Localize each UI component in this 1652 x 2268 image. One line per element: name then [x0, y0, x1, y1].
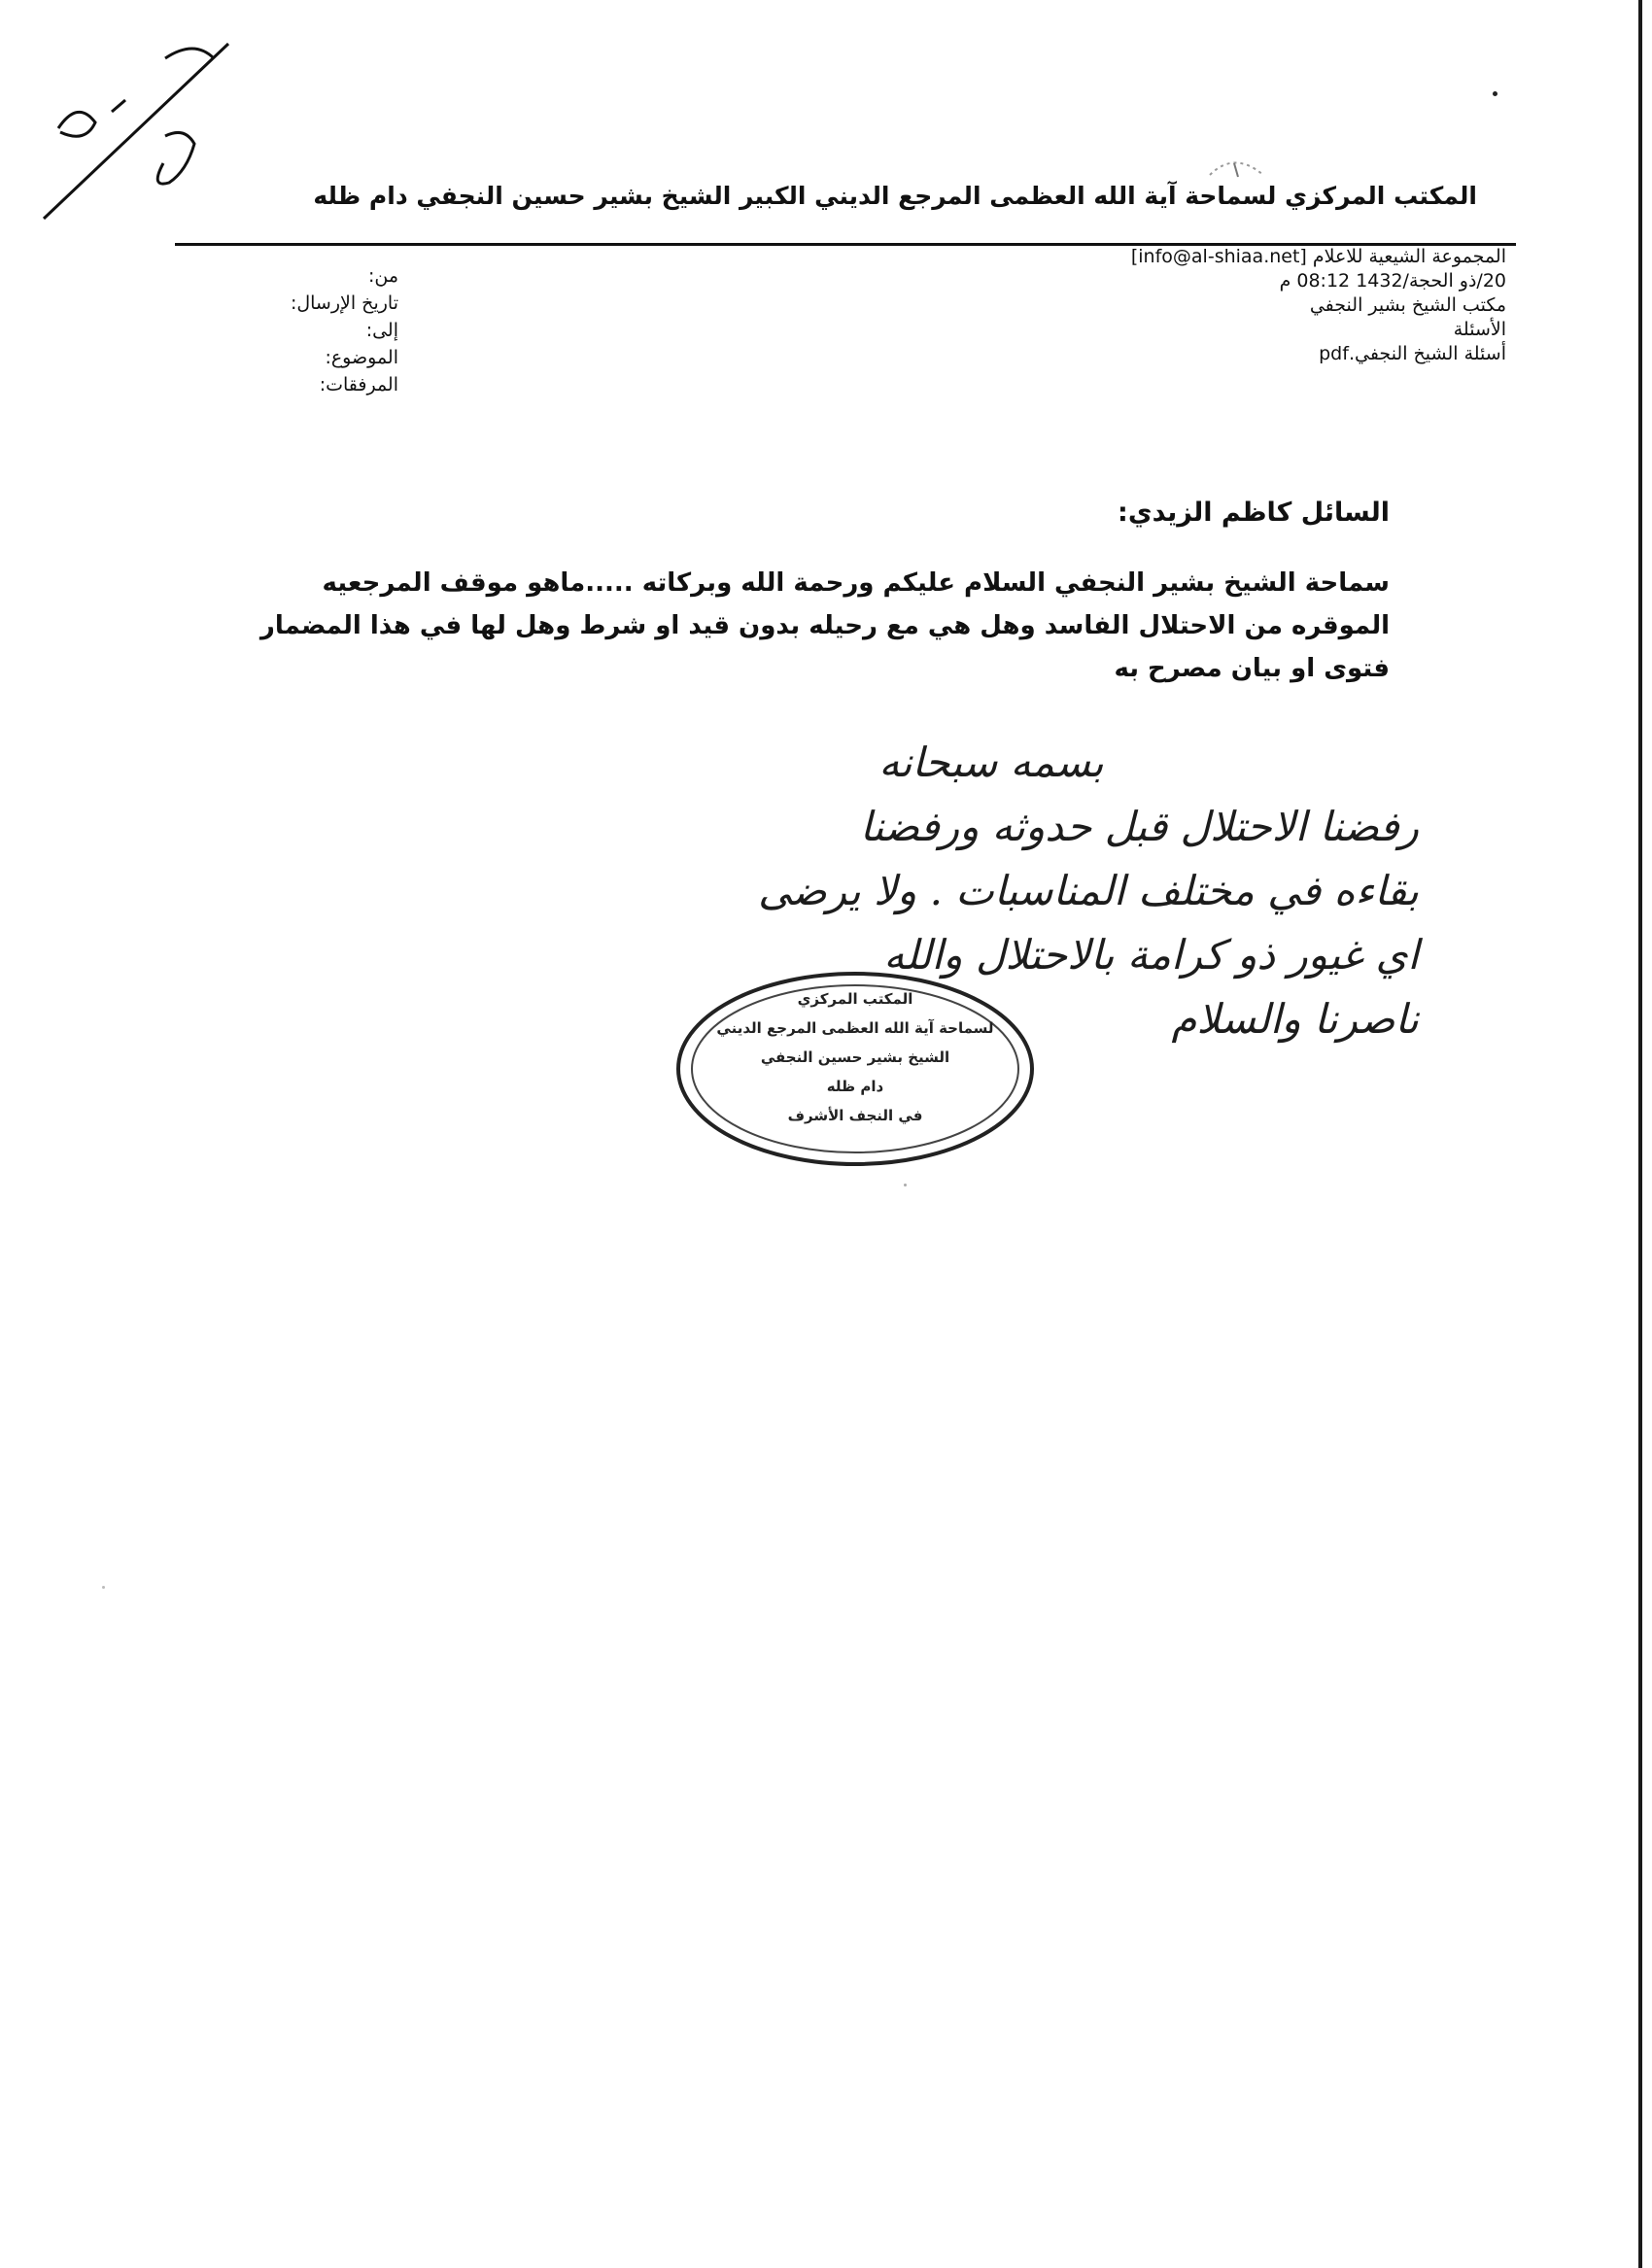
meta-value-attachments: أسئلة الشيخ النجفي.pdf — [1319, 343, 1506, 364]
meta-label-to: إلى: — [365, 320, 398, 341]
seal-text — [671, 967, 1040, 1171]
scan-speck — [904, 1184, 907, 1186]
asker-name: السائل كاظم الزيدي: — [1118, 498, 1390, 528]
question-line: سماحة الشيخ بشير النجفي السلام عليكم ورحمة الله وبركاته .....ماهو موقف المرجعيه — [322, 568, 1390, 598]
question-text — [259, 562, 1390, 690]
meta-label-sent: تاريخ الإرسال: — [290, 292, 398, 314]
seal-line: دام ظله — [826, 1078, 884, 1095]
meta-value-subject: الأسئلة — [1453, 319, 1506, 340]
answer-bismillah: بسمه سبحانه — [878, 739, 1104, 786]
question-line: الموقره من الاحتلال الفاسد وهل هي مع رحيله بدون قيد او شرط وهل لها في هذا المضمار — [259, 611, 1390, 640]
handwritten-scribble — [19, 19, 253, 243]
meta-value-sent: 20/ذو الحجة/1432 08:12 م — [1279, 270, 1506, 292]
email-meta-values — [1131, 245, 1506, 366]
office-header-title: المكتب المركزي لسماحة آية الله العظمى المرجع الديني الكبير الشيخ بشير حسين النجفي دام ظله — [313, 182, 1477, 210]
answer-line: بقاءه في مختلف المناسبات . ولا يرضى — [758, 867, 1419, 914]
scan-edge-line — [1638, 0, 1642, 2268]
meta-label-subject: الموضوع: — [325, 347, 398, 368]
email-meta-labels — [165, 262, 398, 398]
meta-value-to: مكتب الشيخ بشير النجفي — [1309, 294, 1506, 316]
scan-speck — [102, 1586, 105, 1589]
answer-line: اي غيور ذو كرامة بالاحتلال والله — [883, 931, 1419, 979]
question-line: فتوى او بيان مصرح به — [1114, 654, 1390, 683]
scan-speck — [1493, 91, 1497, 96]
meta-value-from: المجموعة الشيعية للاعلام [info@al-shiaa.net] — [1130, 246, 1506, 267]
answer-line: ناصرنا والسلام — [1171, 995, 1419, 1043]
seal-line: المكتب المركزي — [797, 990, 913, 1008]
seal-line: في النجف الأشرف — [787, 1107, 923, 1124]
meta-label-from: من: — [367, 265, 398, 287]
meta-label-attachments: المرفقات: — [319, 374, 398, 395]
seal-line: الشيخ بشير حسين النجفي — [760, 1048, 950, 1066]
office-seal-stamp — [671, 967, 1040, 1171]
answer-line: رفضنا الاحتلال قبل حدوثه ورفضنا — [859, 803, 1419, 850]
seal-line: لسماحة آية الله العظمى المرجع الديني — [716, 1019, 994, 1037]
